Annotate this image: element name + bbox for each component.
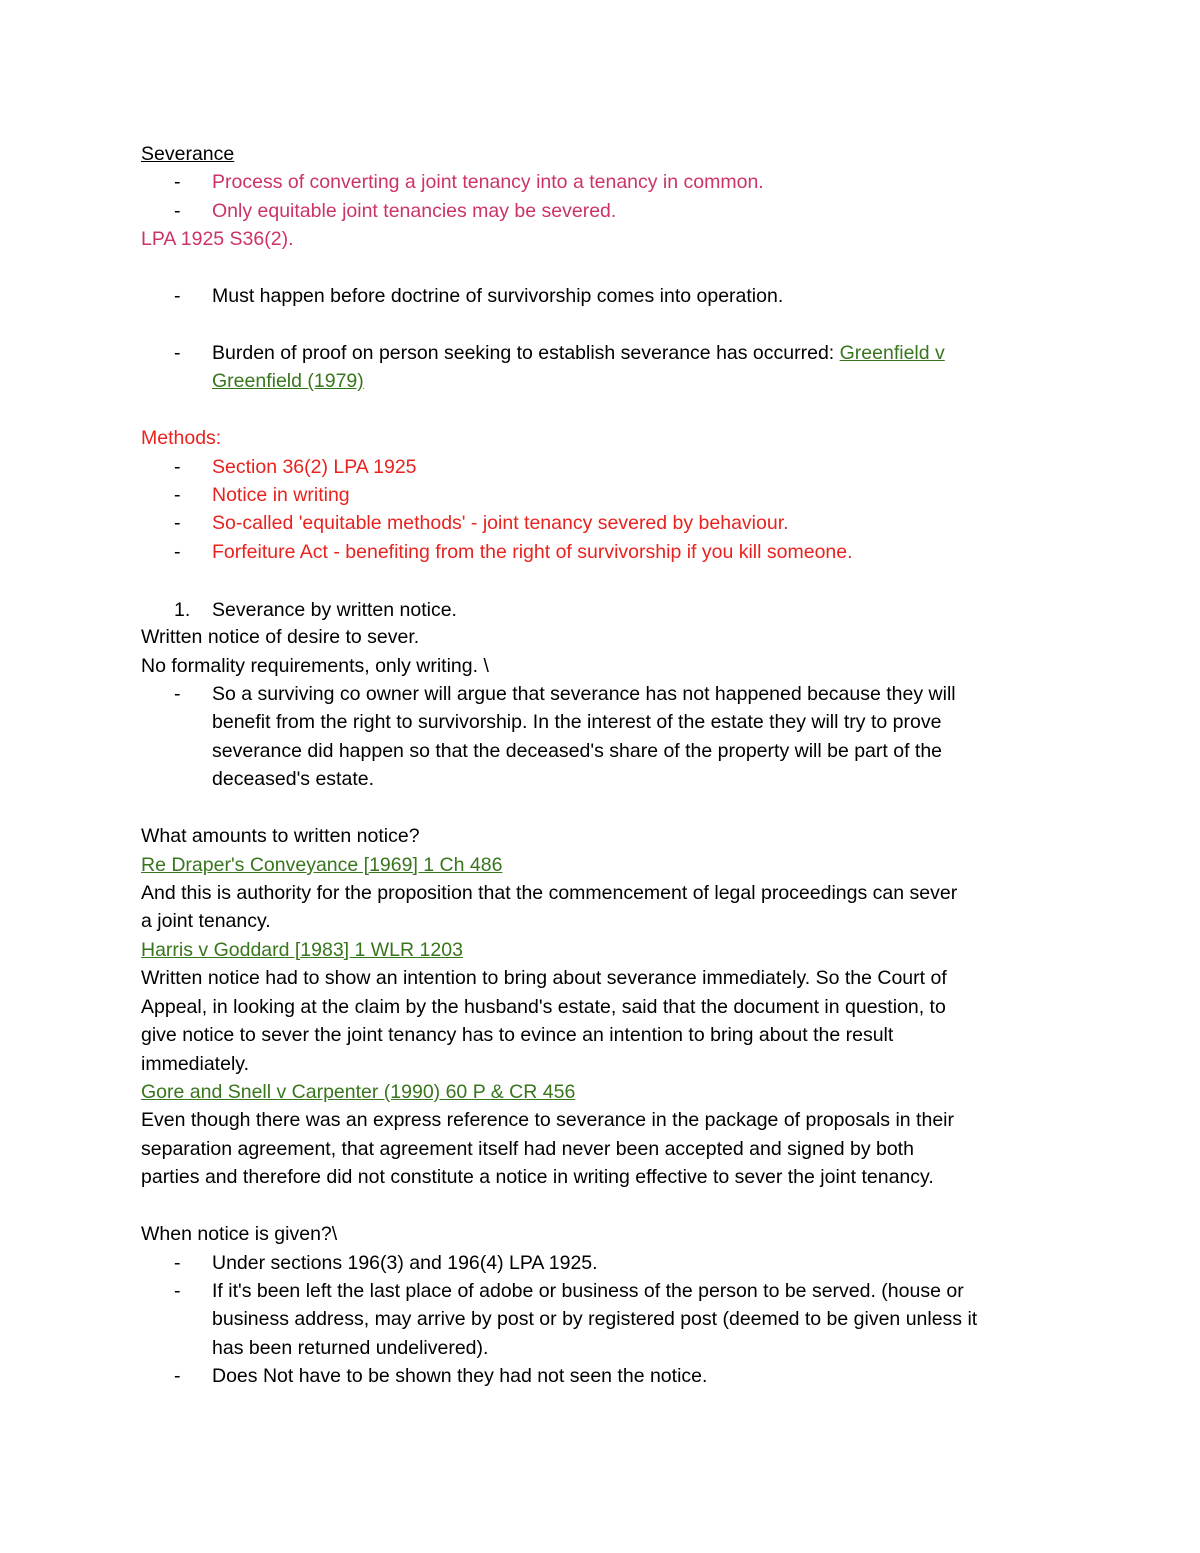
- bullet-burden: [212, 339, 945, 367]
- bullet-dash: -: [174, 285, 181, 307]
- case-link-greenfield[interactable]: Greenfield v: [839, 342, 945, 364]
- intro-bullet-1: Process of converting a joint tenancy into a tenancy in common.: [212, 171, 764, 193]
- surviving-bullet-line: deceased's estate.: [212, 768, 374, 790]
- method-item: Notice in writing: [212, 484, 350, 506]
- case-link-harris[interactable]: Harris v Goddard [1983] 1 WLR 1203: [141, 939, 463, 961]
- method-item: Forfeiture Act - benefiting from the right of survivorship if you kill someone.: [212, 541, 853, 563]
- gore-text: parties and therefore did not constitute a notice in writing effective to sever the joint tenancy.: [141, 1166, 934, 1188]
- methods-heading: Methods:: [141, 427, 222, 449]
- numbered-item: Severance by written notice.: [212, 599, 457, 621]
- heading-severance: Severance: [141, 143, 235, 165]
- bullet-dash: -: [174, 1252, 181, 1274]
- bullet-dash: -: [174, 683, 181, 705]
- bullet-survivorship: Must happen before doctrine of survivorship comes into operation.: [212, 285, 784, 307]
- bullet-dash: -: [174, 1365, 181, 1387]
- surviving-bullet-line: So a surviving co owner will argue that severance has not happened because they will: [212, 683, 956, 705]
- case-link-draper[interactable]: Re Draper's Conveyance [1969] 1 Ch 486: [141, 854, 503, 876]
- statute-reference: LPA 1925 S36(2).: [141, 228, 294, 250]
- written-notice-line: Written notice of desire to sever.: [141, 626, 420, 648]
- numbered-marker: 1.: [174, 599, 191, 621]
- when-bullet-left: business address, may arrive by post or by registered post (deemed to be given unless it: [212, 1308, 978, 1330]
- method-item: So-called 'equitable methods' - joint tenancy severed by behaviour.: [212, 512, 789, 534]
- when-bullet-sections: Under sections 196(3) and 196(4) LPA 1925.: [212, 1252, 598, 1274]
- draper-text: a joint tenancy.: [141, 910, 271, 932]
- bullet-dash: -: [174, 512, 181, 534]
- surviving-bullet-line: severance did happen so that the deceased's share of the property will be part of the: [212, 740, 943, 762]
- method-item: Section 36(2) LPA 1925: [212, 456, 417, 478]
- bullet-dash: -: [174, 171, 181, 193]
- surviving-bullet-line: benefit from the right to survivorship. In the interest of the estate they will try to prove: [212, 711, 942, 733]
- when-bullet-not-seen: Does Not have to be shown they had not seen the notice.: [212, 1365, 708, 1387]
- harris-text: Written notice had to show an intention to bring about severance immediately. So the Court of: [141, 967, 947, 989]
- when-notice-heading: When notice is given?\: [141, 1223, 338, 1245]
- harris-text: immediately.: [141, 1053, 250, 1075]
- case-link-gore[interactable]: Gore and Snell v Carpenter (1990) 60 P & CR 456: [141, 1081, 576, 1103]
- harris-text: Appeal, in looking at the claim by the husband's estate, said that the document in question, to: [141, 996, 946, 1018]
- draper-text: And this is authority for the proposition that the commencement of legal proceedings can sever: [141, 882, 958, 904]
- what-amounts-heading: What amounts to written notice?: [141, 825, 420, 847]
- bullet-dash: -: [174, 484, 181, 506]
- intro-bullet-2: Only equitable joint tenancies may be severed.: [212, 200, 617, 222]
- bullet-dash: -: [174, 541, 181, 563]
- gore-text: separation agreement, that agreement itself had never been accepted and signed by both: [141, 1138, 914, 1160]
- bullet-dash: -: [174, 456, 181, 478]
- burden-text: Burden of proof on person seeking to establish severance has occurred:: [212, 342, 840, 364]
- gore-text: Even though there was an express reference to severance in the package of proposals in their: [141, 1109, 954, 1131]
- bullet-dash: -: [174, 342, 181, 364]
- when-bullet-left: If it's been left the last place of adobe or business of the person to be served. (house or: [212, 1280, 964, 1302]
- bullet-dash: -: [174, 200, 181, 222]
- bullet-dash: -: [174, 1280, 181, 1302]
- harris-text: give notice to sever the joint tenancy has to evince an intention to bring about the result: [141, 1024, 894, 1046]
- formality-line: No formality requirements, only writing. \: [141, 655, 489, 677]
- case-link-greenfield-cont[interactable]: Greenfield (1979): [212, 370, 364, 392]
- when-bullet-left: has been returned undelivered).: [212, 1337, 489, 1359]
